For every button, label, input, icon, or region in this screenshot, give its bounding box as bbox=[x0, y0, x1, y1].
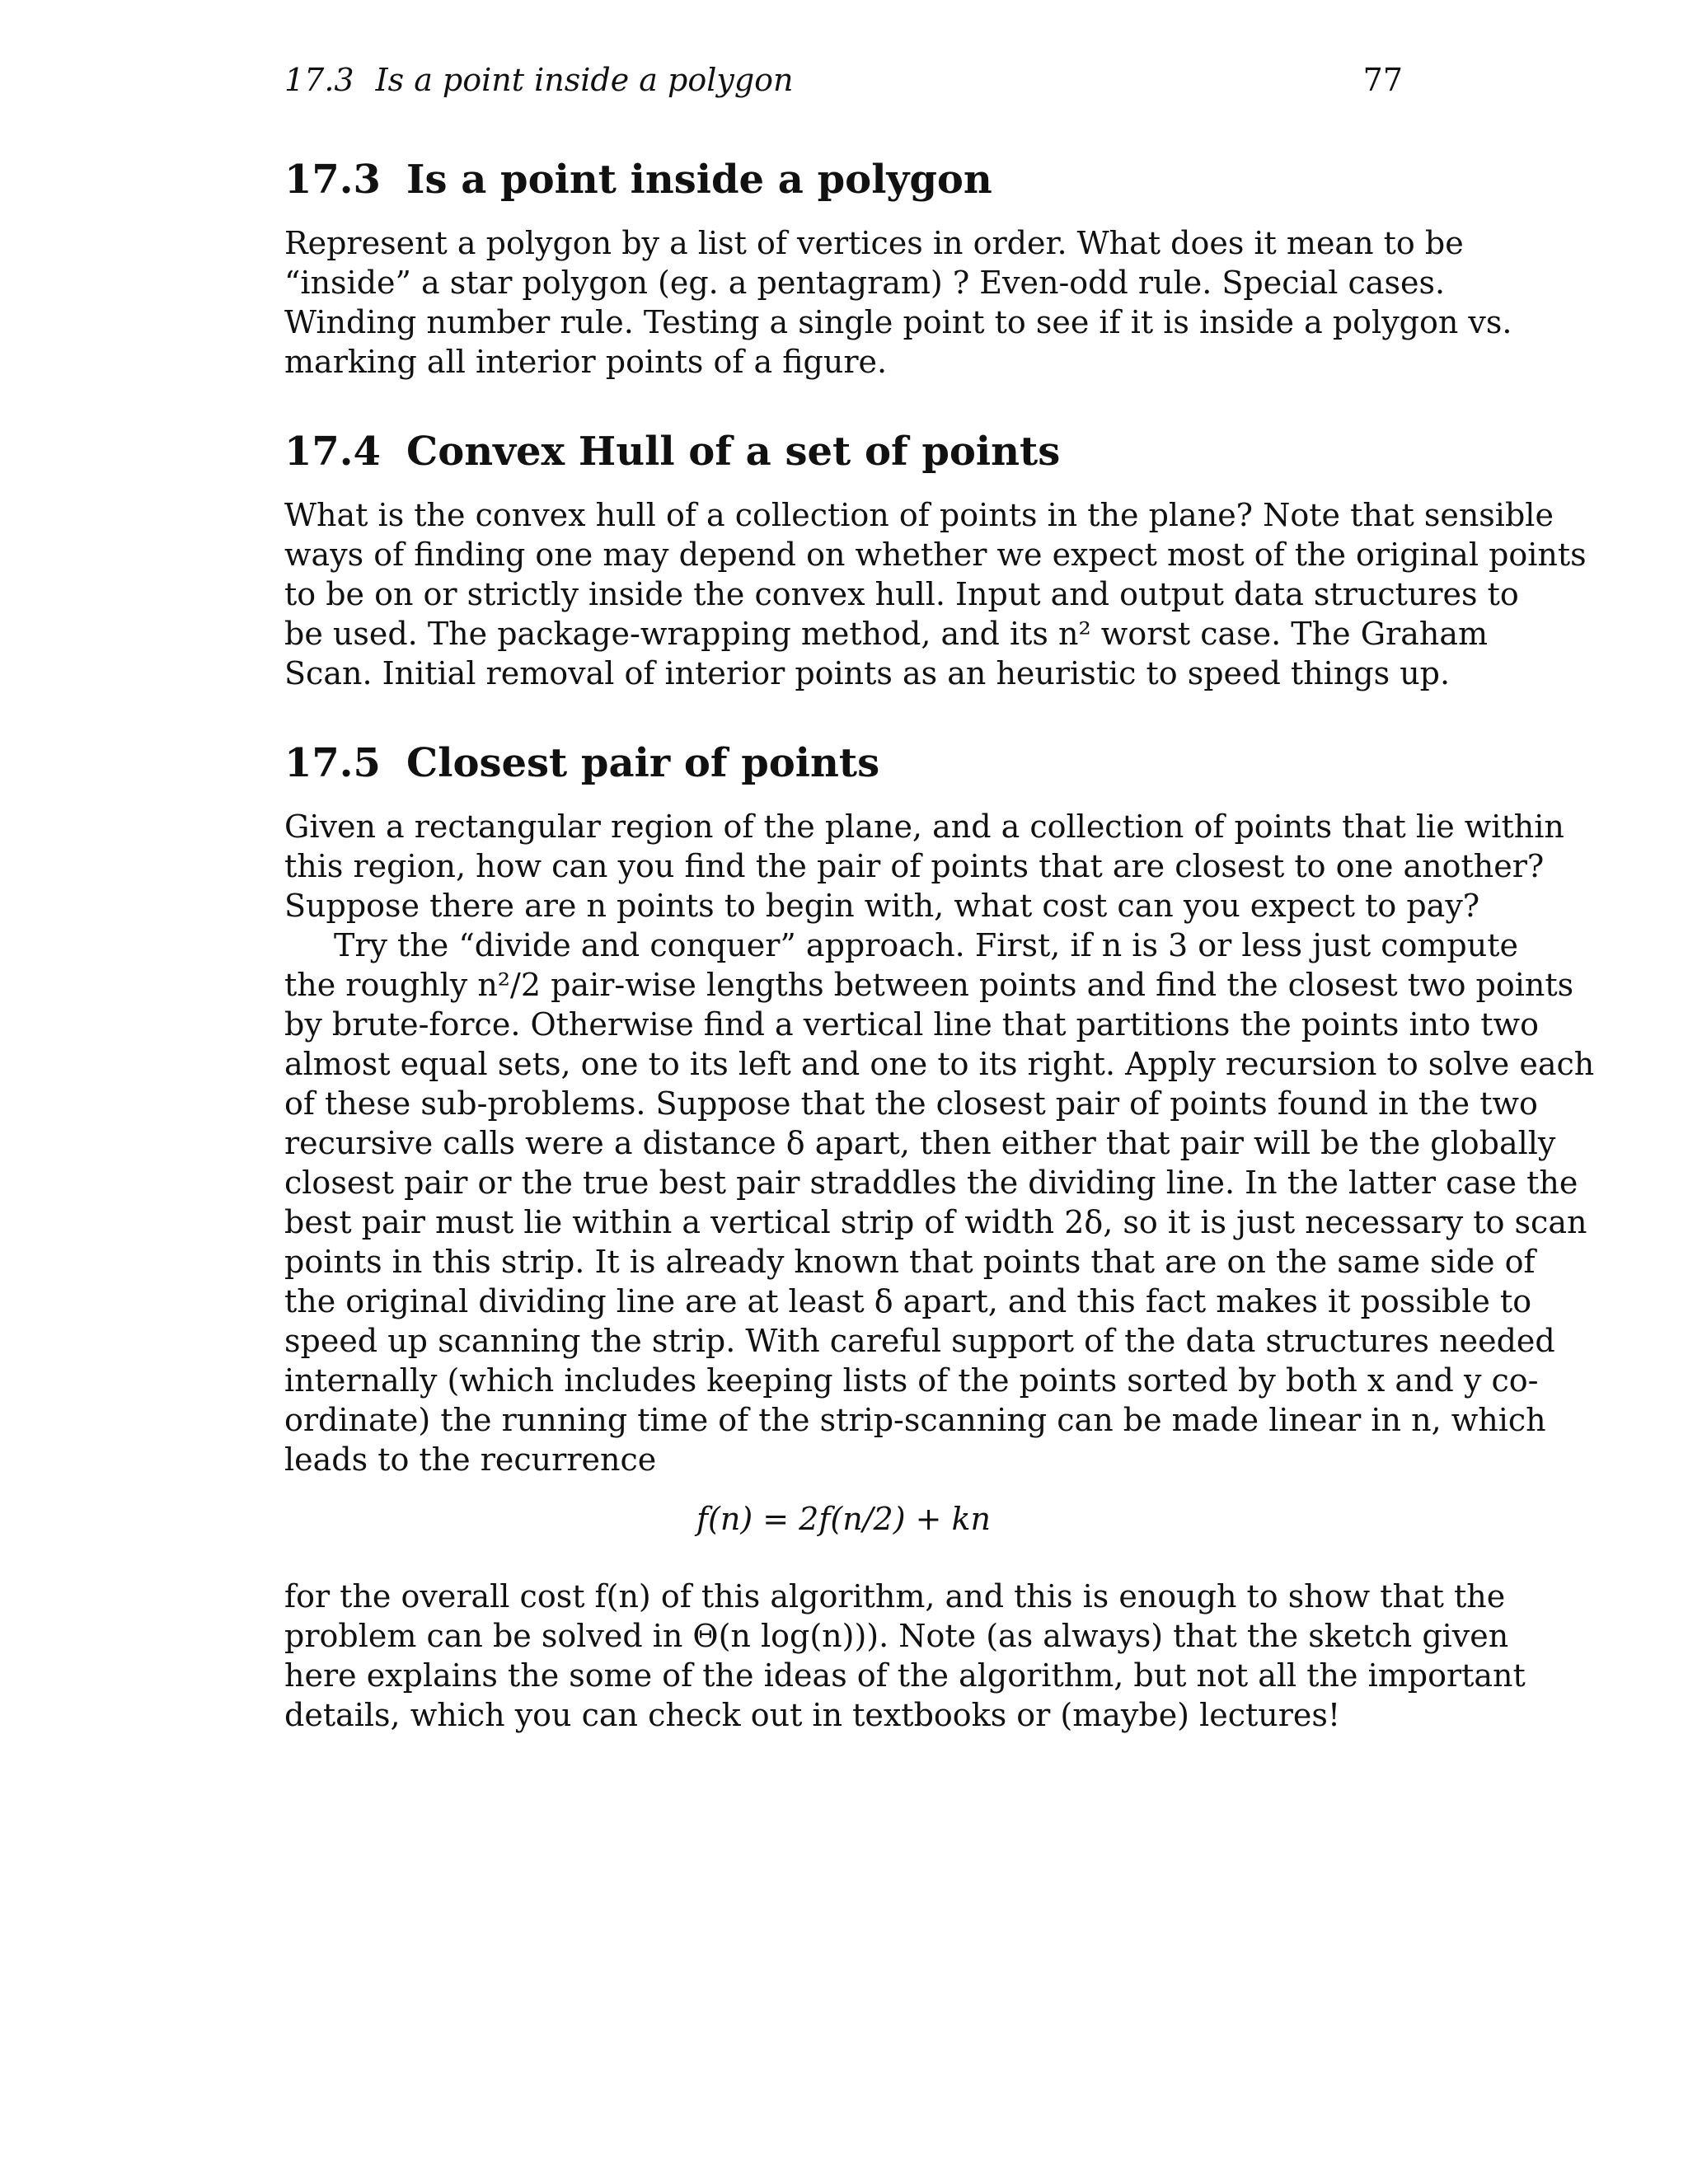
text-line: points in this strip. It is already known that points that are on the same side of bbox=[284, 1244, 1536, 1280]
text-line: the roughly n²/2 pair-wise lengths between points and find the closest two points bbox=[284, 967, 1574, 1003]
running-head-section-number: 17.3 bbox=[284, 62, 354, 98]
text-line: almost equal sets, one to its left and one to its right. Apply recursion to solve each bbox=[284, 1046, 1595, 1082]
text-line: details, which you can check out in textbooks or (maybe) lectures! bbox=[284, 1697, 1341, 1733]
text-line: for the overall cost f(n) of this algorithm, and this is enough to show that the bbox=[284, 1578, 1506, 1615]
text-line: closest pair or the true best pair straddles the dividing line. In the latter case the bbox=[284, 1165, 1578, 1201]
text-line: Given a rectangular region of the plane, and a collection of points that lie within bbox=[284, 808, 1564, 845]
section-heading-17-5 bbox=[284, 738, 879, 788]
recurrence-equation: f(n) = 2f(n/2) + kn bbox=[696, 1501, 992, 1537]
text-line: by brute-force. Otherwise find a vertical line that partitions the points into two bbox=[284, 1006, 1539, 1043]
paragraph-convex-hull bbox=[284, 495, 1587, 693]
text-line: be used. The package-wrapping method, and its n² worst case. The Graham bbox=[284, 616, 1489, 652]
text-line: Try the “divide and conquer” approach. First, if n is 3 or less just compute bbox=[334, 927, 1518, 963]
section-number: 17.5 bbox=[284, 740, 381, 786]
text-line: leads to the recurrence bbox=[284, 1441, 657, 1478]
text-line: recursive calls were a distance δ apart, then either that pair will be the globally bbox=[284, 1125, 1556, 1161]
text-line: speed up scanning the strip. With careful support of the data structures needed bbox=[284, 1323, 1555, 1359]
section-heading-17-3 bbox=[284, 155, 992, 204]
section-title: Convex Hull of a set of points bbox=[406, 429, 1061, 475]
section-number: 17.4 bbox=[284, 429, 381, 475]
section-heading-17-4 bbox=[284, 427, 1060, 476]
text-line: “inside” a star polygon (eg. a pentagram) ? Even-odd rule. Special cases. bbox=[284, 265, 1446, 301]
text-line: marking all interior points of a figure. bbox=[284, 344, 888, 380]
text-line: internally (which includes keeping lists of the points sorted by both x and y co- bbox=[284, 1362, 1539, 1399]
text-line: Suppose there are n points to begin with, what cost can you expect to pay? bbox=[284, 888, 1480, 924]
section-title: Closest pair of points bbox=[406, 740, 880, 786]
page-number: 77 bbox=[1362, 62, 1403, 98]
section-title: Is a point inside a polygon bbox=[406, 157, 992, 203]
paragraph-point-in-polygon bbox=[284, 223, 1512, 382]
text-line: here explains the some of the ideas of the algorithm, but not all the important bbox=[284, 1657, 1526, 1694]
text-line: Winding number rule. Testing a single point to see if it is inside a polygon vs. bbox=[284, 304, 1512, 340]
text-line: to be on or strictly inside the convex hull. Input and output data structures to bbox=[284, 576, 1519, 612]
running-head bbox=[284, 59, 1403, 101]
section-number: 17.3 bbox=[284, 157, 381, 203]
text-line: ordinate) the running time of the strip-scanning can be made linear in n, which bbox=[284, 1402, 1546, 1438]
running-head-section-title: Is a point inside a polygon bbox=[375, 62, 794, 98]
paragraph-conclusion bbox=[284, 1577, 1526, 1735]
paragraph-divide-and-conquer bbox=[284, 926, 1595, 1479]
text-line: Scan. Initial removal of interior points as an heuristic to speed things up. bbox=[284, 655, 1451, 691]
text-line: this region, how can you find the pair of points that are closest to one another? bbox=[284, 848, 1545, 884]
text-line: of these sub-problems. Suppose that the closest pair of points found in the two bbox=[284, 1085, 1538, 1122]
text-line: What is the convex hull of a collection of points in the plane? Note that sensible bbox=[284, 497, 1554, 533]
text-line: best pair must lie within a vertical strip of width 2δ, so it is just necessary to scan bbox=[284, 1204, 1587, 1240]
text-line: ways of finding one may depend on whether we expect most of the original points bbox=[284, 537, 1587, 573]
text-line: the original dividing line are at least δ apart, and this fact makes it possible to bbox=[284, 1283, 1532, 1319]
paragraph-closest-pair-intro bbox=[284, 807, 1564, 926]
running-head-title bbox=[284, 59, 794, 101]
text-line: Represent a polygon by a list of vertices in order. What does it mean to be bbox=[284, 225, 1464, 261]
text-line: problem can be solved in Θ(n log(n))). Note (as always) that the sketch given bbox=[284, 1618, 1509, 1654]
